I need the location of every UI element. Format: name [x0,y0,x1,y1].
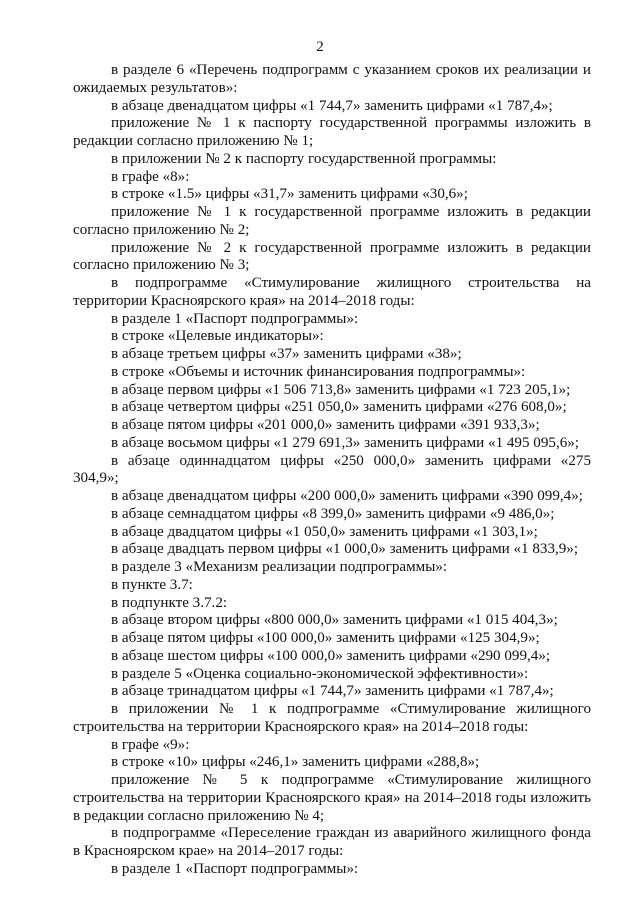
paragraph-22: в абзаце двадцать первом цифры «1 000,0» заменить цифрами «1 833,9»; [111,541,579,558]
paragraph-34: приложение № 5 к подпрограмме «Стимулирование жилищного строительства на территории Красноярского края» на 2014–2018 годы изложить в редакции согласно приложению № 4; [73,772,591,824]
paragraph-26: в абзаце втором цифры «800 000,0» заменить цифрами «1 015 404,3»; [111,612,558,629]
paragraph-14: в абзаце первом цифры «1 506 713,8» заменить цифрами «1 723 205,1»; [111,381,571,398]
paragraph-9: в подпрограмме «Стимулирование жилищного строительства на территории Красноярского края» на 2014–2018 годы: [73,275,591,309]
page-number: 2 [316,39,324,55]
paragraph-24: в пункте 3.7: [111,576,193,593]
paragraph-2: в абзаце двенадцатом цифры «1 744,7» заменить цифрами «1 787,4»; [111,97,553,114]
paragraph-33: в строке «10» цифры «246,1» заменить цифрами «288,8»; [111,754,480,771]
paragraph-16: в абзаце пятом цифры «201 000,0» заменить цифрами «391 933,3»; [111,417,540,433]
paragraph-23: в разделе 3 «Механизм реализации подпрограммы»: [111,559,448,575]
paragraph-5: в графе «8»: [111,168,190,185]
paragraph-11: в строке «Целевые индикаторы»: [111,328,324,345]
paragraph-6: в строке «1.5» цифры «31,7» заменить цифрами «30,6»; [111,186,468,203]
paragraph-35: в подпрограмме «Переселение граждан из аварийного жилищного фонда в Красноярском крае» на 2014–2017 годы: [73,825,591,859]
paragraph-17: в абзаце восьмом цифры «1 279 691,3» заменить цифрами «1 495 095,6»; [111,434,580,451]
paragraph-10: в разделе 1 «Паспорт подпрограммы»: [111,310,359,327]
paragraph-7: приложение № 1 к государственной программе изложить в редакции согласно приложению № 2; [73,204,591,238]
paragraph-19: в абзаце двенадцатом цифры «200 000,0» заменить цифрами «390 099,4»; [111,488,583,504]
paragraph-29: в разделе 5 «Оценка социально-экономической эффективности»: [111,665,529,682]
paragraph-15: в абзаце четвертом цифры «251 050,0» заменить цифрами «276 608,0»; [111,399,567,416]
paragraph-27: в абзаце пятом цифры «100 000,0» заменить цифрами «125 304,9»; [111,630,540,646]
paragraph-18: в абзаце одиннадцатом цифры «250 000,0» заменить цифрами «275 304,9»; [73,452,591,487]
paragraph-30: в абзаце тринадцатом цифры «1 744,7» заменить цифрами «1 787,4»; [111,683,554,700]
paragraph-3: приложение № 1 к паспорту государственной программы изложить в редакции согласно приложению № 1; [73,115,591,149]
paragraph-25: в подпункте 3.7.2: [111,594,228,611]
paragraph-21: в абзаце двадцатом цифры «1 050,0» заменить цифрами «1 303,1»; [111,523,538,540]
paragraph-4: в приложении № 2 к паспорту государственной программы: [111,150,497,167]
paragraph-31: в приложении № 1 к подпрограмме «Стимулирование жилищного строительства на территории Красноярского края» на 2014–2018 годы: [73,701,591,735]
paragraph-13: в строке «Объемы и источник финансирования подпрограммы»: [111,363,526,380]
paragraph-20: в абзаце семнадцатом цифры «8 399,0» заменить цифрами «9 486,0»; [111,505,555,522]
paragraph-8: приложение № 2 к государственной программе изложить в редакции согласно приложению № 3; [73,239,591,274]
paragraph-28: в абзаце шестом цифры «100 000,0» заменить цифрами «290 099,4»; [111,647,551,664]
paragraph-1: в разделе 6 «Перечень подпрограмм с указанием сроков их реализации и ожидаемых результатов»: [73,62,591,96]
paragraph-32: в графе «9»: [111,736,190,753]
paragraph-36: в разделе 1 «Паспорт подпрограммы»: [111,860,359,877]
paragraph-12: в абзаце третьем цифры «37» заменить цифрами «38»; [111,346,462,362]
document-body [73,62,591,879]
